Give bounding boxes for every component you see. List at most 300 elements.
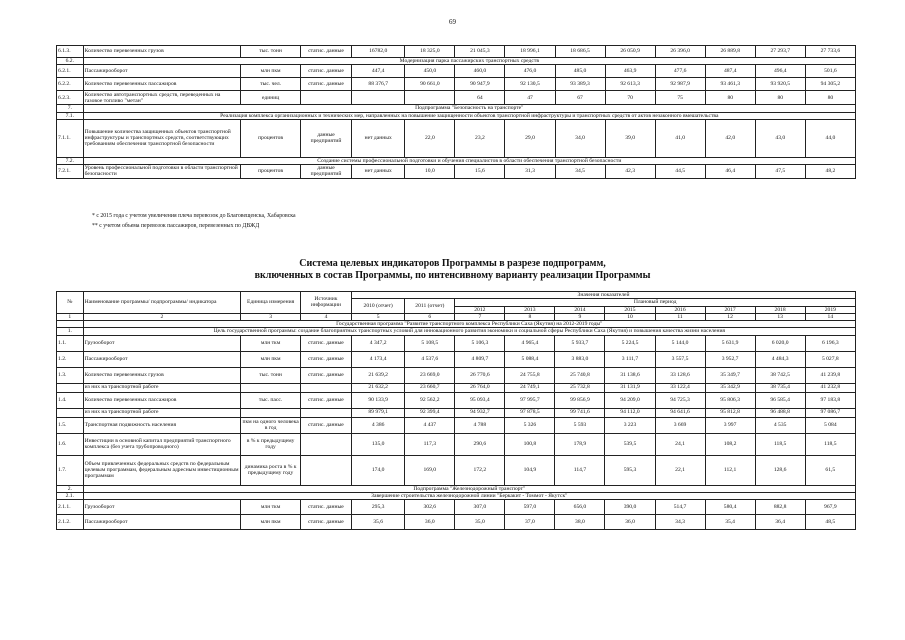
row-number: 6.2.1. bbox=[57, 65, 84, 78]
value-cell: 135,0 bbox=[352, 433, 405, 455]
value-cell: 118,5 bbox=[805, 433, 855, 455]
table-row bbox=[57, 335, 856, 351]
value-cell: 96 585,4 bbox=[755, 392, 805, 408]
value-cell: 46,4 bbox=[705, 165, 755, 179]
value-cell: 92 613,3 bbox=[605, 78, 655, 91]
source: статис. данные bbox=[300, 515, 351, 530]
value-cell: 460,0 bbox=[455, 65, 505, 78]
header-values: Значения показателей bbox=[352, 292, 856, 299]
indicator-name: Количество перевезенных пассажиров bbox=[83, 78, 241, 91]
value-cell: 89 979,1 bbox=[352, 408, 405, 417]
value-cell: 4 788 bbox=[455, 417, 505, 433]
indicator-name: Количество автотранспортных средств, переведенных на газовое топливо "метан" bbox=[83, 91, 241, 105]
row-number: 7.1.1. bbox=[57, 119, 84, 157]
value-cell: 21 639,2 bbox=[352, 367, 405, 383]
section-title: Реализация комплекса организационных и технических мер, направленных на повышение защищенности объектов транспортной инфраструктуры и транспортных средств от актов незаконного вмешательства bbox=[83, 112, 855, 119]
value-cell: 31 138,6 bbox=[605, 367, 655, 383]
value-cell: 29,0 bbox=[505, 119, 555, 157]
value-cell: 18 686,5 bbox=[555, 46, 605, 58]
value-cell: 477,6 bbox=[655, 65, 705, 78]
source: данные предприятий bbox=[300, 119, 351, 157]
value-cell: 16782,0 bbox=[352, 46, 405, 58]
value-cell: нет данных bbox=[352, 119, 405, 157]
unit: динамика роста в % к предыдущему году bbox=[241, 455, 301, 485]
column-number: 1 bbox=[57, 313, 84, 320]
source: данные предприятий bbox=[300, 165, 351, 179]
unit: тыс. тонн bbox=[241, 367, 301, 383]
value-cell: 26 764,0 bbox=[455, 383, 505, 392]
value-cell: 447,4 bbox=[352, 65, 405, 78]
value-cell: 94 641,6 bbox=[655, 408, 705, 417]
value-cell: 35 349,7 bbox=[705, 367, 755, 383]
value-cell: 26 889,8 bbox=[705, 46, 755, 58]
value-cell: 23 660,7 bbox=[405, 383, 455, 392]
row-number: 1.7. bbox=[57, 455, 84, 485]
value-cell: 487,4 bbox=[705, 65, 755, 78]
value-cell: 26 396,0 bbox=[655, 46, 705, 58]
header-year: 2018 bbox=[755, 306, 805, 313]
value-cell: 35,0 bbox=[455, 515, 505, 530]
row-number bbox=[57, 408, 84, 417]
header-2010: 2010 (отчет) bbox=[352, 299, 405, 314]
indicator-name: Количество перевезенных грузов bbox=[83, 46, 241, 58]
value-cell: 3 557,5 bbox=[655, 351, 705, 367]
section-number: 7. bbox=[57, 105, 84, 112]
row-number: 1.1. bbox=[57, 335, 84, 351]
value-cell: 38 742,5 bbox=[755, 367, 805, 383]
value-cell: 3 223 bbox=[605, 417, 655, 433]
value-cell: 44,0 bbox=[805, 119, 855, 157]
value-cell: 93 389,3 bbox=[555, 78, 605, 91]
value-cell: 41 239,8 bbox=[805, 367, 855, 383]
value-cell: 21 632,2 bbox=[352, 383, 405, 392]
row-number: 6.1.3. bbox=[57, 46, 84, 58]
value-cell: 23,2 bbox=[455, 119, 505, 157]
section-number: 1. bbox=[57, 328, 84, 335]
table-row bbox=[57, 46, 856, 58]
value-cell: 94 725,3 bbox=[655, 392, 705, 408]
value-cell: 47,5 bbox=[755, 165, 805, 179]
value-cell: 463,9 bbox=[605, 65, 655, 78]
table-row bbox=[57, 515, 856, 530]
value-cell: 4 347,2 bbox=[352, 335, 405, 351]
value-cell: 35 342,9 bbox=[705, 383, 755, 392]
unit: тыс. тонн bbox=[241, 46, 301, 58]
value-cell: 390,0 bbox=[605, 500, 655, 515]
header-planned: Плановый период bbox=[455, 299, 856, 306]
value-cell: 307,0 bbox=[455, 500, 505, 515]
source: статис. данные bbox=[300, 46, 351, 58]
value-cell: 61,5 bbox=[805, 455, 855, 485]
value-cell: 42,0 bbox=[705, 119, 755, 157]
source: статис. данные bbox=[300, 367, 351, 383]
column-number: 7 bbox=[455, 313, 505, 320]
value-cell: 34,5 bbox=[555, 165, 605, 179]
value-cell: 22,0 bbox=[405, 119, 455, 157]
value-cell: 34,0 bbox=[555, 119, 605, 157]
unit: процентов bbox=[241, 165, 301, 179]
page-number: 69 bbox=[449, 18, 456, 26]
value-cell: 47 bbox=[505, 91, 555, 105]
value-cell: 97 183,8 bbox=[805, 392, 855, 408]
header-year: 2019 bbox=[805, 306, 855, 313]
value-cell: 36,0 bbox=[605, 515, 655, 530]
value-cell: 108,2 bbox=[705, 433, 755, 455]
value-cell: 93 461,3 bbox=[705, 78, 755, 91]
value-cell: 33 122,4 bbox=[655, 383, 705, 392]
section-number: 6.2. bbox=[57, 58, 84, 65]
value-cell: 295,3 bbox=[352, 500, 405, 515]
value-cell: 24 749,1 bbox=[505, 383, 555, 392]
value-cell: 5 933,7 bbox=[555, 335, 605, 351]
section-row bbox=[57, 58, 856, 65]
value-cell: 97 086,7 bbox=[805, 408, 855, 417]
source: статис. данные bbox=[300, 392, 351, 408]
value-cell: 94 209,0 bbox=[605, 392, 655, 408]
value-cell: 100,8 bbox=[505, 433, 555, 455]
indicator-name: Повышение количества защищенных объектов транспортной инфраструктуры и транспортных средств, соответствующих требованиям обеспечения транспортной безопасности bbox=[83, 119, 241, 157]
value-cell: 3 952,7 bbox=[705, 351, 755, 367]
unit: тыс. пасс. bbox=[241, 392, 301, 408]
column-number: 8 bbox=[505, 313, 555, 320]
section-number: 7.2. bbox=[57, 157, 84, 164]
table-row bbox=[57, 500, 856, 515]
value-cell: 290,6 bbox=[455, 433, 505, 455]
value-cell: 178,9 bbox=[555, 433, 605, 455]
value-cell: 95 806,3 bbox=[705, 392, 755, 408]
value-cell: 25 740,8 bbox=[555, 367, 605, 383]
table-row bbox=[57, 78, 856, 91]
column-number: 14 bbox=[805, 313, 855, 320]
table-row bbox=[57, 455, 856, 485]
value-cell: 18 325,0 bbox=[405, 46, 455, 58]
value-cell: 94 932,7 bbox=[455, 408, 505, 417]
value-cell: 5 108,5 bbox=[405, 335, 455, 351]
value-cell: 64 bbox=[455, 91, 505, 105]
row-number bbox=[57, 383, 84, 392]
section-row bbox=[57, 105, 856, 112]
value-cell: 172,2 bbox=[455, 455, 505, 485]
value-cell: 5 106,3 bbox=[455, 335, 505, 351]
value-cell: 75 bbox=[655, 91, 705, 105]
value-cell: 104,9 bbox=[505, 455, 555, 485]
indicator-name: Грузооборот bbox=[83, 335, 241, 351]
source bbox=[300, 455, 351, 485]
value-cell: 24,1 bbox=[655, 433, 705, 455]
indicator-name: Транспортная подвижность населения bbox=[83, 417, 241, 433]
value-cell bbox=[405, 91, 455, 105]
section-title-line-1: Система целевых индикаторов Программы в разрезе подпрограмм, bbox=[299, 258, 606, 269]
indicator-name: Пассажирооборот bbox=[83, 65, 241, 78]
header-no: № bbox=[57, 292, 84, 314]
section-number: 2. bbox=[57, 485, 84, 492]
value-cell: 4 965,4 bbox=[505, 335, 555, 351]
value-cell: 67 bbox=[555, 91, 605, 105]
source bbox=[300, 91, 351, 105]
row-number: 6.2.2. bbox=[57, 78, 84, 91]
value-cell: 15,6 bbox=[455, 165, 505, 179]
value-cell: 4 809,7 bbox=[455, 351, 505, 367]
value-cell: 92 130,5 bbox=[505, 78, 555, 91]
value-cell: 90 947,9 bbox=[455, 78, 505, 91]
section-row bbox=[57, 328, 856, 335]
unit bbox=[241, 383, 301, 392]
value-cell: 39,0 bbox=[605, 119, 655, 157]
header-name: Наименование программы/ подпрограммы/ индикатора bbox=[83, 292, 241, 314]
header-year: 2012 bbox=[455, 306, 505, 313]
section-title: Завершение строительства железнодорожной линии "Беркакит - Томмот - Якутск" bbox=[83, 492, 855, 499]
value-cell: 580,4 bbox=[705, 500, 755, 515]
source: статис. данные bbox=[300, 65, 351, 78]
value-cell: 93 920,5 bbox=[755, 78, 805, 91]
section-title: Подпрограмма "Железнодорожный транспорт" bbox=[83, 485, 855, 492]
value-cell: 27 293,7 bbox=[755, 46, 805, 58]
header-unit: Единица измерения bbox=[241, 292, 301, 314]
unit: тыс. чел. bbox=[241, 78, 301, 91]
value-cell: 48,2 bbox=[805, 165, 855, 179]
value-cell: 112,1 bbox=[705, 455, 755, 485]
source: статис. данные bbox=[300, 335, 351, 351]
column-number: 11 bbox=[655, 313, 705, 320]
unit: в % к предыдущему году bbox=[241, 433, 301, 455]
header-year: 2014 bbox=[555, 306, 605, 313]
section-row bbox=[57, 321, 856, 328]
value-cell: 4 386 bbox=[352, 417, 405, 433]
table-row bbox=[57, 367, 856, 383]
source: статис. данные bbox=[300, 500, 351, 515]
table-row bbox=[57, 165, 856, 179]
value-cell: 882,8 bbox=[755, 500, 805, 515]
indicators-table-continued bbox=[56, 45, 856, 179]
value-cell: 24 755,8 bbox=[505, 367, 555, 383]
value-cell: 174,0 bbox=[352, 455, 405, 485]
table-row bbox=[57, 417, 856, 433]
value-cell: 92 987,9 bbox=[655, 78, 705, 91]
header-year: 2013 bbox=[505, 306, 555, 313]
unit bbox=[241, 408, 301, 417]
value-cell: 35,4 bbox=[705, 515, 755, 530]
column-number: 3 bbox=[241, 313, 301, 320]
section-title: Цель государственной программы: создание благоприятных транспортных условий для инновационного развития экономики и социальной сферы Республики Саха (Якутия) и повышения качества жизни населения bbox=[83, 328, 855, 335]
table-row bbox=[57, 433, 856, 455]
header-year: 2015 bbox=[605, 306, 655, 313]
value-cell: 41,0 bbox=[655, 119, 705, 157]
table-row bbox=[57, 65, 856, 78]
value-cell: 597,0 bbox=[505, 500, 555, 515]
section-number bbox=[57, 321, 84, 328]
source: статис. данные bbox=[300, 351, 351, 367]
value-cell: 4 437 bbox=[405, 417, 455, 433]
value-cell: 43,0 bbox=[755, 119, 805, 157]
value-cell: 38,0 bbox=[555, 515, 605, 530]
unit: млн ткм bbox=[241, 335, 301, 351]
value-cell: 3 997 bbox=[705, 417, 755, 433]
value-cell: 450,0 bbox=[405, 65, 455, 78]
row-number: 1.2. bbox=[57, 351, 84, 367]
value-cell: 5 326 bbox=[505, 417, 555, 433]
row-number: 1.5. bbox=[57, 417, 84, 433]
value-cell: 501,6 bbox=[805, 65, 855, 78]
source bbox=[300, 408, 351, 417]
row-number: 2.1.1. bbox=[57, 500, 84, 515]
unit: млн ткм bbox=[241, 500, 301, 515]
indicator-name: Количество перевезенных грузов bbox=[83, 367, 241, 383]
value-cell: 80 bbox=[755, 91, 805, 105]
value-cell: 26 770,6 bbox=[455, 367, 505, 383]
section-title: Государственная программа "Развитие транспортного комплекса Республики Саха (Якутия) на 2012-2019 годы" bbox=[83, 321, 855, 328]
value-cell: 27 733,6 bbox=[805, 46, 855, 58]
value-cell: 26 050,9 bbox=[605, 46, 655, 58]
section-number: 2.1. bbox=[57, 492, 84, 499]
row-number: 1.3. bbox=[57, 367, 84, 383]
value-cell: 44,5 bbox=[655, 165, 705, 179]
value-cell: 37,0 bbox=[505, 515, 555, 530]
indicator-name: из них на транспортной работе bbox=[83, 383, 241, 392]
section-number: 7.1. bbox=[57, 112, 84, 119]
column-number: 6 bbox=[405, 313, 455, 320]
value-cell: 5 224,5 bbox=[605, 335, 655, 351]
value-cell: 33 128,6 bbox=[655, 367, 705, 383]
value-cell: 92 562,2 bbox=[405, 392, 455, 408]
value-cell: 5 084 bbox=[805, 417, 855, 433]
value-cell: 22,1 bbox=[655, 455, 705, 485]
unit: млн пкм bbox=[241, 65, 301, 78]
value-cell: 38 735,4 bbox=[755, 383, 805, 392]
unit: млн пкм bbox=[241, 351, 301, 367]
value-cell: 967,9 bbox=[805, 500, 855, 515]
value-cell: 25 732,8 bbox=[555, 383, 605, 392]
indicator-name: Пассажирооборот bbox=[83, 351, 241, 367]
unit: пкм на одного человека в год bbox=[242, 418, 299, 431]
value-cell: 5 144,0 bbox=[655, 335, 705, 351]
value-cell: 5 593 bbox=[555, 417, 605, 433]
table-row bbox=[57, 408, 856, 417]
row-number: 1.4. bbox=[57, 392, 84, 408]
column-number: 10 bbox=[605, 313, 655, 320]
value-cell: 6 196,3 bbox=[805, 335, 855, 351]
value-cell: 3 883,0 bbox=[555, 351, 605, 367]
intensive-indicators-table bbox=[56, 291, 856, 530]
section-title: Подпрограмма "Безопасность на транспорте" bbox=[83, 105, 855, 112]
value-cell: 485,0 bbox=[555, 65, 605, 78]
footnote-2: ** с учетом объема перевозок пассажиров, перевезенных по ДВЖД bbox=[92, 223, 260, 229]
value-cell: 4 173,4 bbox=[352, 351, 405, 367]
value-cell: 3 669 bbox=[655, 417, 705, 433]
source bbox=[300, 383, 351, 392]
header-year: 2017 bbox=[705, 306, 755, 313]
section-row bbox=[57, 492, 856, 499]
value-cell: 31,3 bbox=[505, 165, 555, 179]
value-cell: 92 399,4 bbox=[405, 408, 455, 417]
value-cell: 90 133,9 bbox=[352, 392, 405, 408]
indicator-name: Инвестиции в основной капитал предприятий транспортного комплекса (без учета трубопроводного) bbox=[83, 433, 241, 455]
value-cell: 90 661,0 bbox=[405, 78, 455, 91]
value-cell: 80 bbox=[705, 91, 755, 105]
value-cell: 496,4 bbox=[755, 65, 805, 78]
indicator-name: Объем привлеченных федеральных средств по федеральным целевым программам, федеральным адресным инвестиционным программам bbox=[83, 455, 241, 485]
row-number: 2.1.2. bbox=[57, 515, 84, 530]
value-cell: 94 305,2 bbox=[805, 78, 855, 91]
value-cell bbox=[352, 91, 405, 105]
source: статис. данные bbox=[300, 78, 351, 91]
unit: млн пкм bbox=[241, 515, 301, 530]
value-cell: нет данных bbox=[352, 165, 405, 179]
value-cell: 41 232,8 bbox=[805, 383, 855, 392]
value-cell: 18 996,1 bbox=[505, 46, 555, 58]
value-cell: 97 878,5 bbox=[505, 408, 555, 417]
value-cell: 42,3 bbox=[605, 165, 655, 179]
value-cell: 169,0 bbox=[405, 455, 455, 485]
value-cell: 35,6 bbox=[352, 515, 405, 530]
value-cell: 99 856,9 bbox=[555, 392, 605, 408]
column-number: 2 bbox=[83, 313, 241, 320]
value-cell: 34,3 bbox=[655, 515, 705, 530]
value-cell: 595,3 bbox=[605, 455, 655, 485]
row-number: 1.6. bbox=[57, 433, 84, 455]
indicator-name: из них на транспортной работе bbox=[83, 408, 241, 417]
value-cell: 4 537,6 bbox=[405, 351, 455, 367]
value-cell: 95 093,4 bbox=[455, 392, 505, 408]
value-cell: 94 112,0 bbox=[605, 408, 655, 417]
value-cell: 99 741,6 bbox=[555, 408, 605, 417]
column-number: 13 bbox=[755, 313, 805, 320]
value-cell: 80 bbox=[805, 91, 855, 105]
value-cell: 6 020,0 bbox=[755, 335, 805, 351]
source bbox=[300, 433, 351, 455]
value-cell: 88 376,7 bbox=[352, 78, 405, 91]
value-cell: 95 812,8 bbox=[705, 408, 755, 417]
value-cell: 36,4 bbox=[755, 515, 805, 530]
value-cell: 117,3 bbox=[405, 433, 455, 455]
footnote-1: * с 2015 года с учетом увеличения плеча перевозок до Благовещенска, Хабаровска bbox=[92, 213, 296, 219]
value-cell: 48,5 bbox=[805, 515, 855, 530]
section-row bbox=[57, 485, 856, 492]
value-cell: 23 669,0 bbox=[405, 367, 455, 383]
value-cell: 96 488,8 bbox=[755, 408, 805, 417]
value-cell: 476,0 bbox=[505, 65, 555, 78]
value-cell: 4 484,3 bbox=[755, 351, 805, 367]
indicator-name: Уровень профессиональной подготовки в области транспортной безопасности bbox=[83, 165, 241, 179]
section-title: Создание системы профессиональной подготовки и обучения специалистов в области обеспечения транспортной безопасности bbox=[83, 157, 855, 164]
table-row bbox=[57, 119, 856, 157]
value-cell: 5 631,9 bbox=[705, 335, 755, 351]
indicator-name: Пассажирооборот bbox=[83, 515, 241, 530]
value-cell: 539,5 bbox=[605, 433, 655, 455]
unit: процентов bbox=[241, 119, 301, 157]
value-cell: 36,0 bbox=[405, 515, 455, 530]
value-cell: 302,6 bbox=[405, 500, 455, 515]
value-cell: 31 131,9 bbox=[605, 383, 655, 392]
value-cell: 118,5 bbox=[755, 433, 805, 455]
value-cell: 3 111,7 bbox=[605, 351, 655, 367]
column-number: 5 bbox=[352, 313, 405, 320]
section-title: Модернизация парка пассажирских транспортных средств bbox=[83, 58, 855, 65]
value-cell: 5 027,8 bbox=[805, 351, 855, 367]
indicator-name: Количество перевезенных пассажиров bbox=[83, 392, 241, 408]
section-row bbox=[57, 157, 856, 164]
row-number: 6.2.3. bbox=[57, 91, 84, 105]
table-row bbox=[57, 383, 856, 392]
value-cell: 21 045,3 bbox=[455, 46, 505, 58]
section-row bbox=[57, 112, 856, 119]
header-year: 2016 bbox=[655, 306, 705, 313]
source: статис. данные bbox=[300, 417, 351, 433]
value-cell: 656,0 bbox=[555, 500, 605, 515]
value-cell: 114,7 bbox=[555, 455, 605, 485]
header-2011: 2011 (отчет) bbox=[405, 299, 455, 314]
header-source: Источник информации bbox=[300, 292, 351, 314]
value-cell: 70 bbox=[605, 91, 655, 105]
